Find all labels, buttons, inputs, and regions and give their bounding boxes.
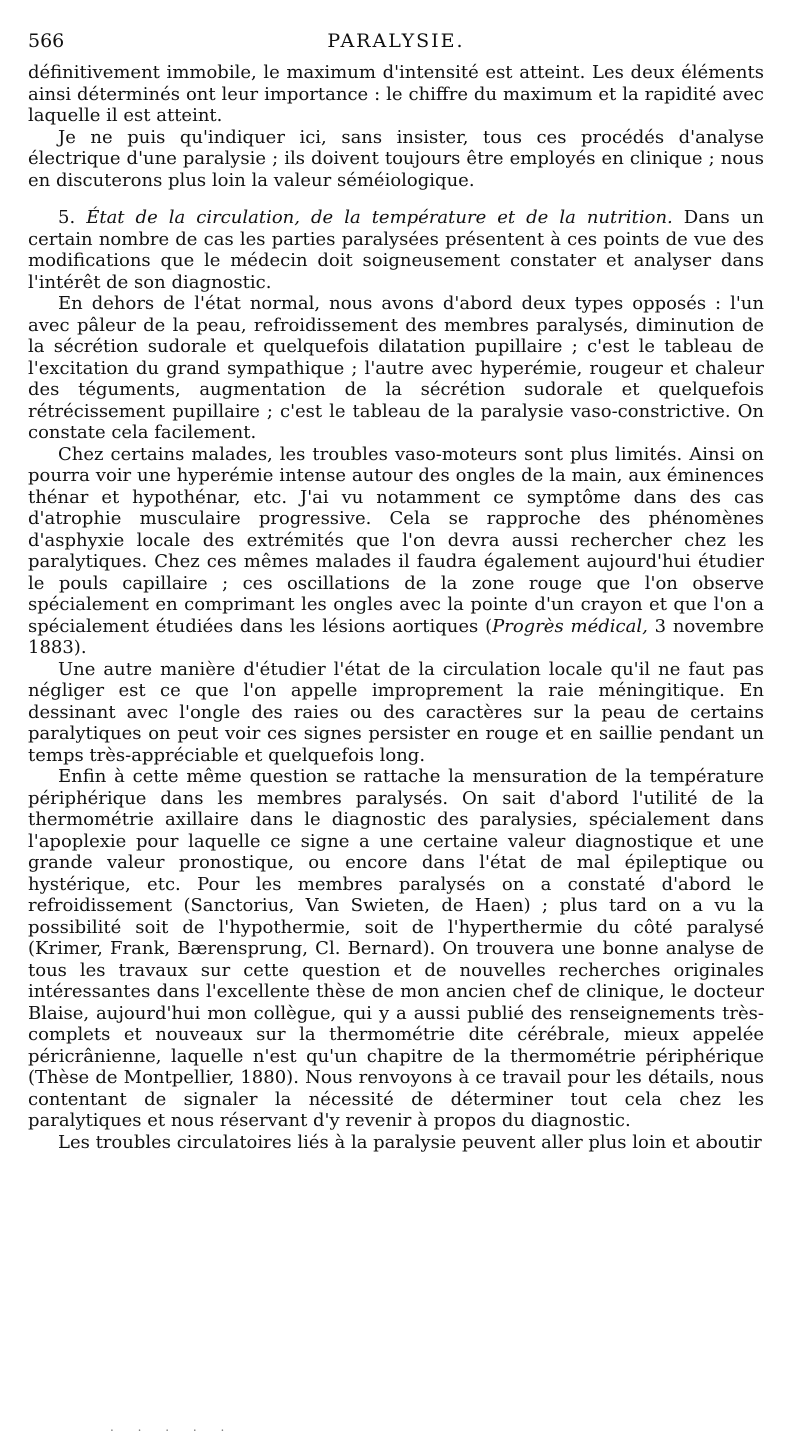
footer-marks: . . . . .	[110, 1420, 235, 1434]
running-head: PARALYSIE.	[327, 30, 465, 52]
citation: Progrès médical,	[492, 615, 648, 637]
paragraph: En dehors de l'état normal, nous avons d'abord deux types opposés : l'un avec pâleur de la peau, refroidissement des membres paralysés, diminution de la sécrétion sudorale et quelquefois dilatation pupillaire ; c'est le tableau de l'excitation du grand sympathique ; l'autre avec hyperémie, rougeur et chaleur des téguments, augmentation de la sécrétion sudorale et quelquefois rétrécissement pupillaire ; c'est le tableau de la paralysie vaso-constrictive. On constate cela facilement.	[28, 293, 764, 443]
paragraph: définitivement immobile, le maximum d'intensité est atteint. Les deux éléments ainsi déterminés ont leur importance : le chiffre du maximum et la rapidité avec laquelle il est atteint.	[28, 62, 764, 126]
paragraph: Enfin à cette même question se rattache la mensuration de la température périphérique dans les membres paralysés. On sait d'abord l'utilité de la thermométrie axillaire dans le diagnostic des paralysies, spécialement dans l'apoplexie pour laquelle ce signe a une certaine valeur diagnostique et une grande valeur pronostique, ou encore dans l'état de mal épileptique ou hystérique, etc. Pour les membres paralysés on a constaté d'abord le refroidissement (Sanctorius, Van Swieten, de Haen) ; plus tard on a vu la possibilité soit de l'hypothermie, soit de l'hyperthermie du côté paralysé (Krimer, Frank, Bærensprung, Cl. Bernard). On trouvera une bonne analyse de tous les travaux sur cette question et de nouvelles recherches originales intéressantes dans l'excellente thèse de mon ancien chef de clinique, le docteur Blaise, aujourd'hui mon collègue, qui y a aussi publié des renseignements très-complets et nouveaux sur la thermométrie dite cérébrale, mieux appelée péricrânienne, laquelle n'est qu'un chapitre de la thermométrie périphérique (Thèse de Montpellier, 1880). Nous renvoyons à ce travail pour les détails, nous contentant de signaler la nécessité de déterminer tout cela chez les paralytiques et nous réservant d'y revenir à propos du diagnostic.	[28, 766, 764, 1131]
paragraph: Je ne puis qu'indiquer ici, sans insister, tous ces procédés d'analyse électrique d'une paralysie ; ils doivent toujours être employés en clinique ; nous en discuterons plus loin la valeur séméiologique.	[28, 126, 764, 191]
paragraph	[28, 444, 764, 659]
paragraph: Les troubles circulatoires liés à la paralysie peuvent aller plus loin et aboutir	[58, 1131, 762, 1153]
section-number: 5.	[58, 207, 76, 228]
page-number: 566	[28, 30, 65, 52]
paragraph-text: Chez certains malades, les troubles vaso-moteurs sont plus limités. Ainsi on pourra voir une hyperémie intense autour des ongles de la main, aux éminences thénar et hypothénar, etc. J'ai vu notamment ce symptôme dans des cas d'atrophie musculaire progressive. Cela se rapproche des phénomènes d'asphyxie locale des extrémités que l'on devra aussi rechercher chez les paralytiques. Chez ces mêmes malades il faudra également aujourd'hui étudier le pouls capillaire ; ces oscillations de la zone rouge que l'on observe spécialement en comprimant les ongles avec la pointe d'un crayon et que l'on a spécialement étudiées dans les lésions aortiques (	[28, 443, 764, 637]
paragraph: Une autre manière d'étudier l'état de la circulation locale qu'il ne faut pas négliger est ce que l'on appelle improprement la raie méningitique. En dessinant avec l'ongle des raies ou des caractères sur la peau de certains paralytiques on peut voir ces signes persister en rouge et en saillie pendant un temps très-appréciable et quelquefois long.	[28, 658, 764, 766]
section-paragraph	[28, 207, 764, 293]
paragraph-text: 3 novembre 1883).	[28, 615, 764, 658]
page-header	[28, 30, 764, 52]
section-text: Dans un certain nombre de cas les parties paralysées présentent à ces points de vue des modifications que le médecin doit soigneusement constater et analyser dans l'intérêt de son diagnostic.	[28, 207, 764, 293]
section-title: État de la circulation, de la température et de la nutrition.	[86, 207, 673, 228]
